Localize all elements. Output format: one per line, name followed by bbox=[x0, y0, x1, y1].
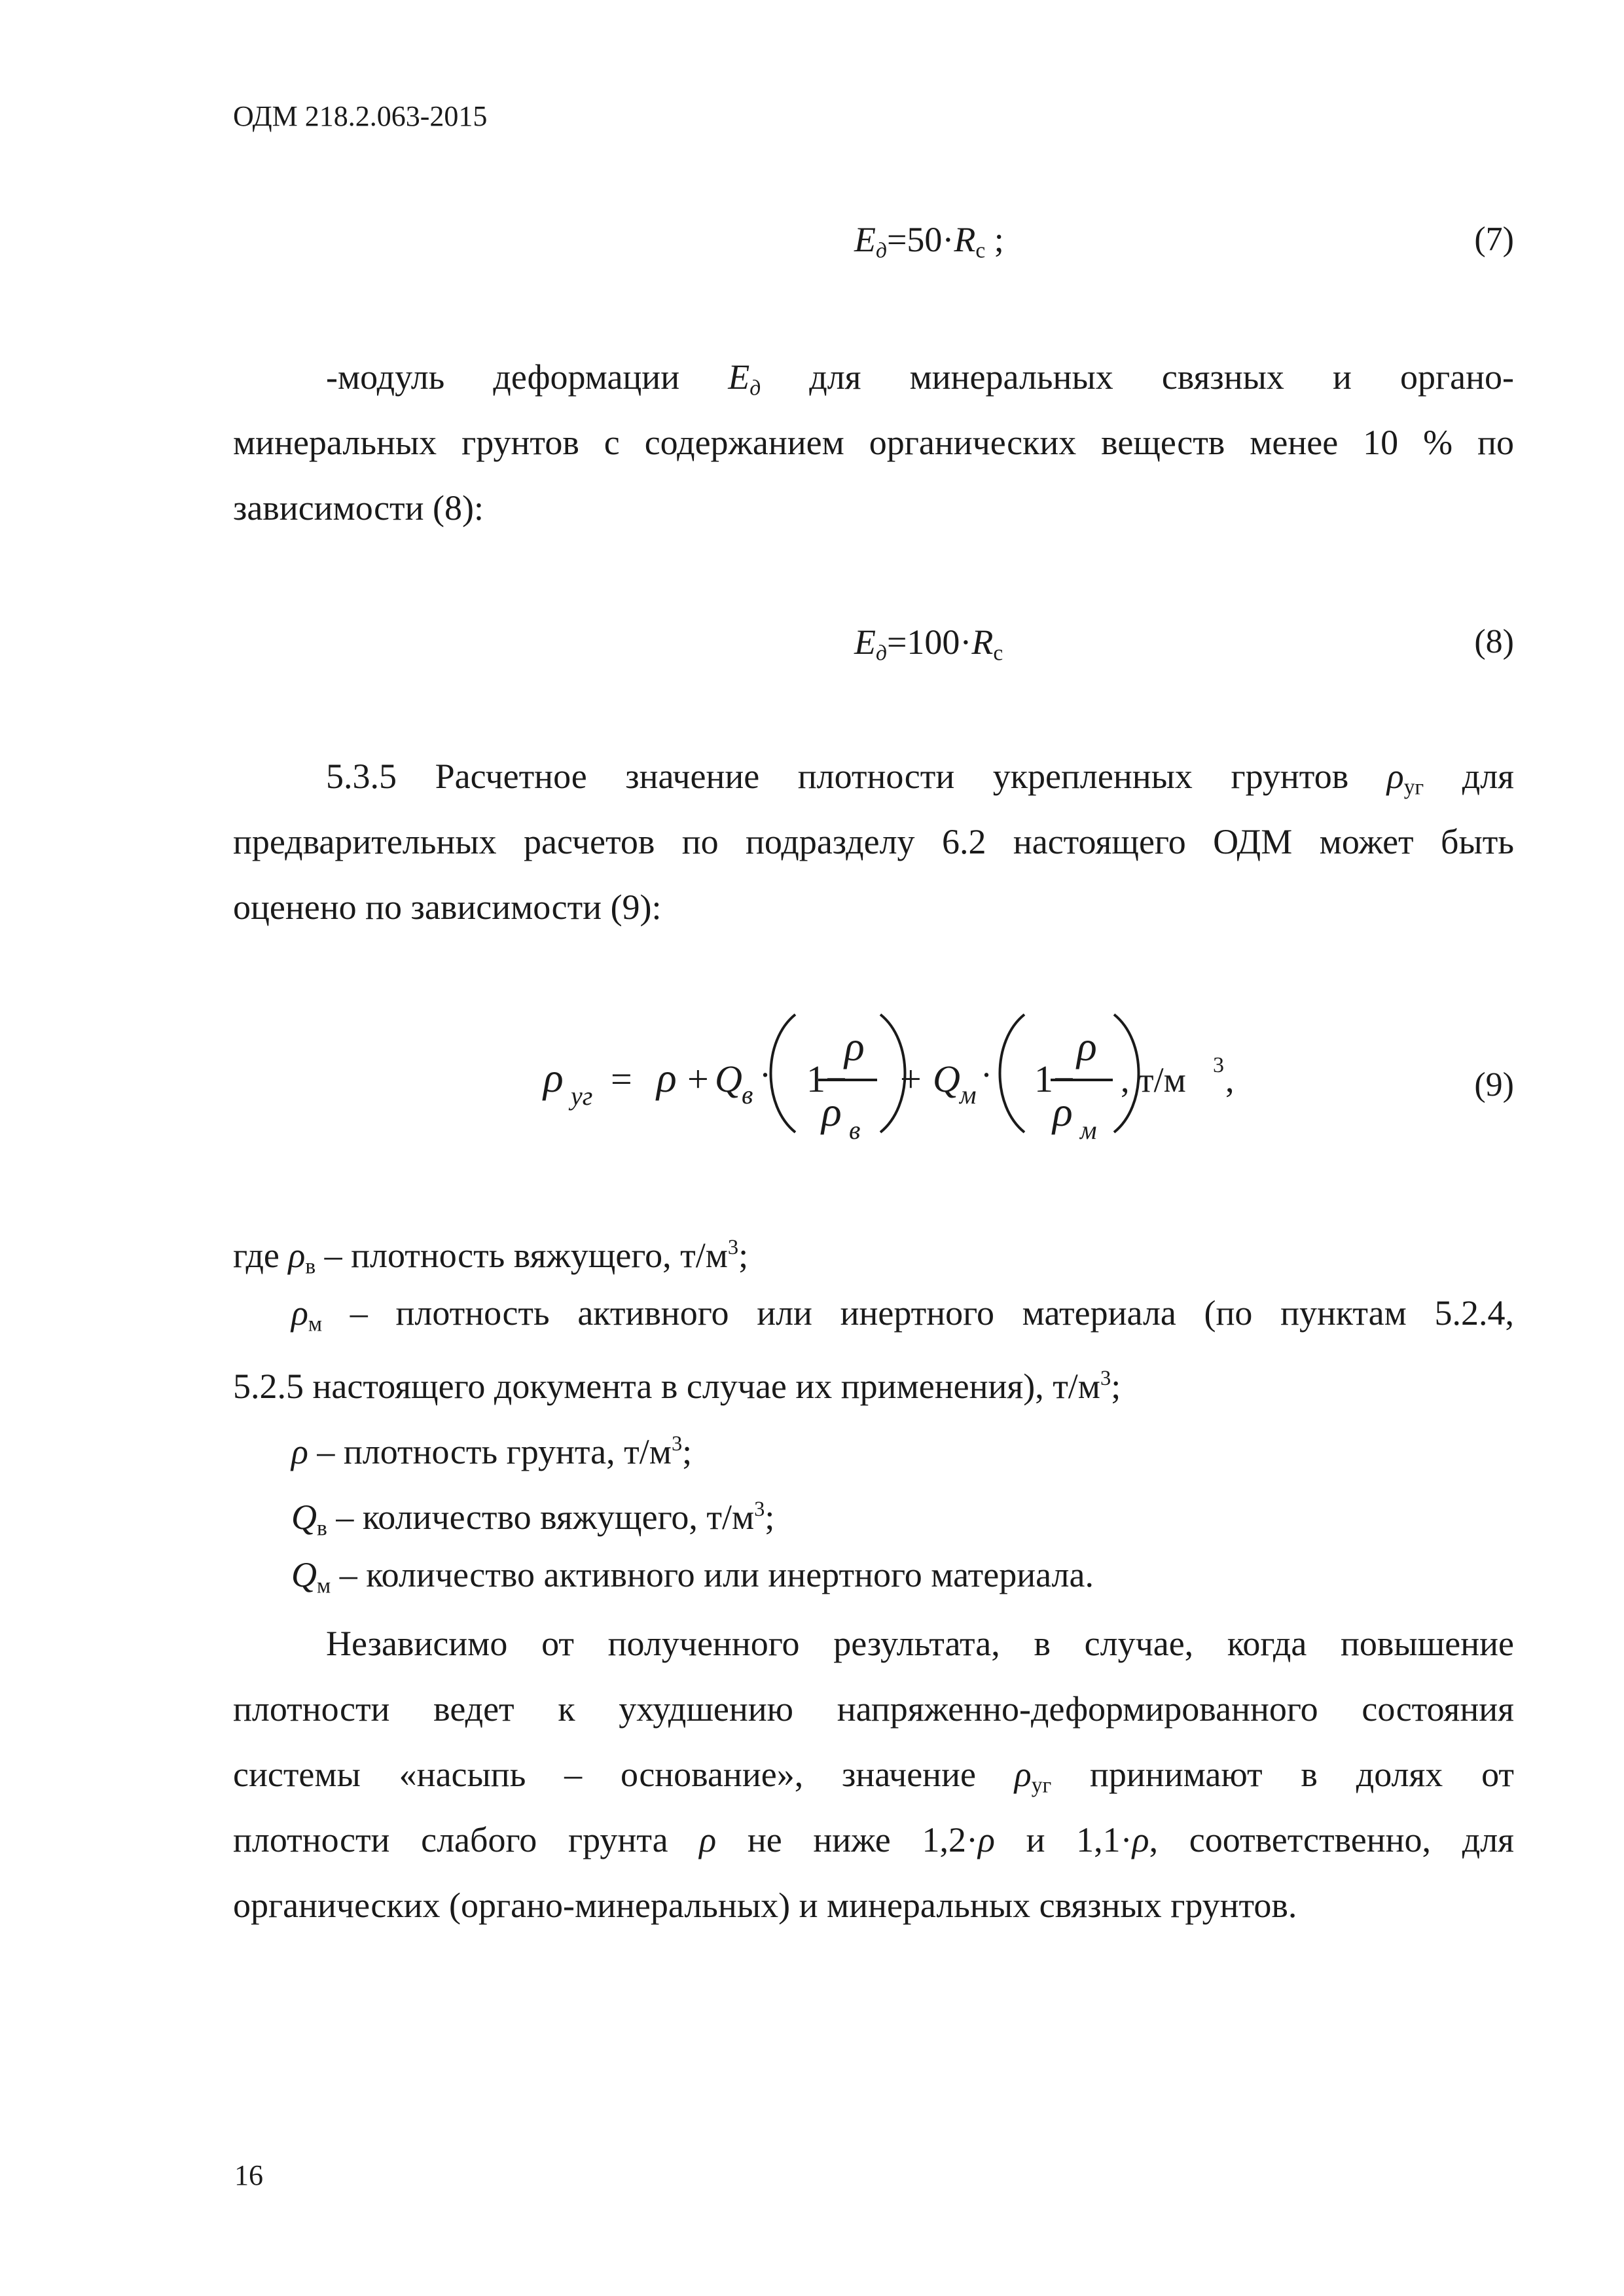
svg-text:Q: Q bbox=[933, 1058, 960, 1100]
svg-text:1−: 1− bbox=[1034, 1058, 1075, 1100]
paragraph-1-line-2: минеральных грунтов с содержанием органических веществ менее 10 % по bbox=[233, 423, 1514, 462]
document-code-header: ОДМ 218.2.063-2015 bbox=[233, 100, 488, 132]
svg-text:+: + bbox=[687, 1058, 709, 1100]
paragraph-1-line-3: зависимости (8): bbox=[233, 488, 484, 528]
svg-text:м: м bbox=[960, 1080, 977, 1109]
subscript: д bbox=[876, 238, 887, 263]
svg-text:Q: Q bbox=[715, 1058, 742, 1100]
symbol-R: R bbox=[954, 220, 976, 259]
symbol-E: E bbox=[854, 220, 876, 259]
svg-text:ρ: ρ bbox=[1077, 1023, 1097, 1069]
svg-text:1−: 1− bbox=[806, 1058, 847, 1100]
svg-text:, т/м: , т/м bbox=[1121, 1060, 1186, 1100]
svg-text:ρ: ρ bbox=[821, 1088, 842, 1135]
equation-7-number: (7) bbox=[1474, 221, 1514, 258]
definition-Q-v: $Q_в$ – количество вяжущего, $т/м^3$; bbox=[291, 1498, 775, 1541]
svg-text:,: , bbox=[1225, 1060, 1235, 1100]
svg-text:ρ: ρ bbox=[543, 1054, 564, 1101]
paragraph-2-line-3: оценено по зависимости (9): bbox=[233, 888, 662, 927]
paragraph-3-line-2: плотности ведет к ухудшению напряженно-деформированного состояния bbox=[233, 1689, 1514, 1729]
svg-text:ρ: ρ bbox=[844, 1023, 865, 1069]
definition-Q-m: $Q_м$ – количество активного или инертного материала. bbox=[291, 1555, 1094, 1598]
paragraph-3-line-5: органических (органо-минеральных) и минеральных связных грунтов. bbox=[233, 1886, 1297, 1925]
equation-8: $E_д=100\cdot R_с$ bbox=[854, 622, 1003, 666]
equation-8-number: (8) bbox=[1474, 623, 1514, 660]
definition-rho-m-line-2: 5.2.5 настоящего документа в случае их применения), $т/м^3$; bbox=[233, 1367, 1121, 1407]
paragraph-3-line-4: плотности слабого грунта ρ не ниже 1,2·ρ и 1,1·ρ, соответственно, для bbox=[233, 1820, 1514, 1859]
svg-text:=: = bbox=[611, 1058, 632, 1100]
paragraph-3-line-1: Независимо от полученного результата, в случае, когда повышение bbox=[326, 1624, 1514, 1663]
paragraph-2-line-2: предварительных расчетов по подразделу 6.2 настоящего ОДМ может быть bbox=[233, 822, 1514, 861]
paragraph-2-line-1: 5.3.5 Расчетное значение плотности укрепленных грунтов $\rho_{уг}$ для bbox=[326, 757, 1514, 800]
svg-text:м: м bbox=[1080, 1115, 1097, 1145]
equation-rhs: =50· bbox=[886, 220, 954, 259]
svg-text:3: 3 bbox=[1213, 1053, 1224, 1077]
svg-text:уг: уг bbox=[571, 1081, 593, 1111]
subscript: с bbox=[975, 238, 986, 263]
page-number: 16 bbox=[234, 2159, 263, 2191]
definition-rho-m-line-1: $\rho_м$ – плотность активного или инертного материала (по пунктам 5.2.4, bbox=[291, 1293, 1514, 1336]
paragraph-1-line-1: -модуль деформации $E_д$ для минеральных связных и органо- bbox=[326, 357, 1514, 401]
definition-rho: ρ – плотность грунта, $т/м^3$; bbox=[291, 1432, 693, 1472]
paragraph-3-line-3: системы «насыпь – основание», значение $\rho_{уг}$ принимают в долях от bbox=[233, 1755, 1514, 1798]
definition-rho-v: где $\rho_в$ – плотность вяжущего, $т/м^3$; bbox=[233, 1236, 749, 1279]
svg-text:·: · bbox=[981, 1055, 992, 1094]
svg-text:ρ: ρ bbox=[1053, 1088, 1073, 1135]
svg-text:в: в bbox=[742, 1080, 753, 1109]
svg-text:·: · bbox=[759, 1055, 771, 1094]
svg-text:ρ: ρ bbox=[657, 1054, 677, 1101]
equation-9-number: (9) bbox=[1474, 1066, 1514, 1103]
equation-tail: ; bbox=[985, 220, 1004, 259]
svg-text:+: + bbox=[900, 1058, 922, 1100]
svg-text:в: в bbox=[849, 1115, 861, 1145]
